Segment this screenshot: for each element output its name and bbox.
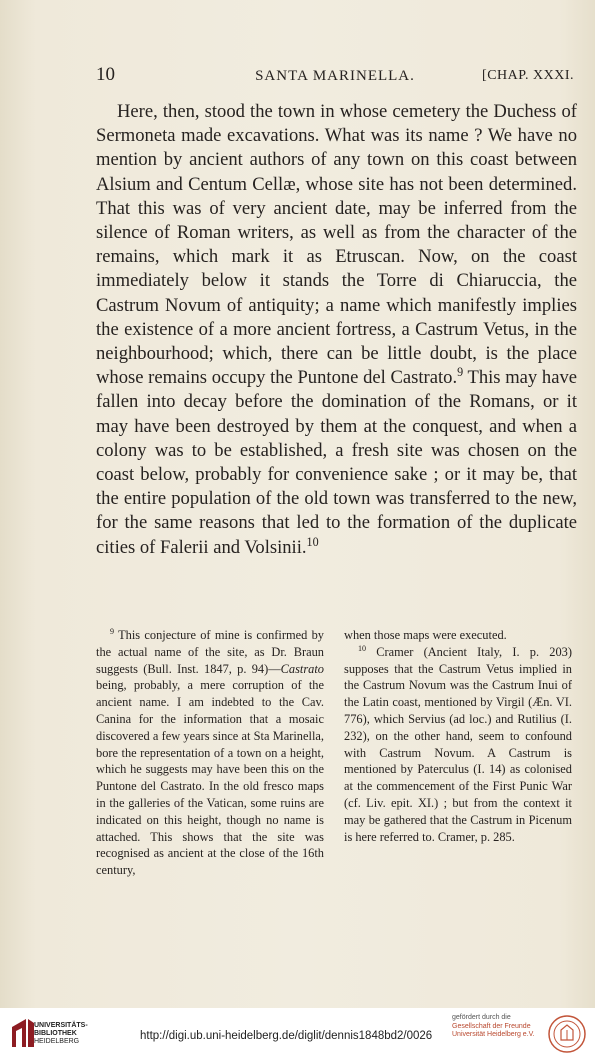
footnote-9-text-a: This conjecture of mine is confirmed by the actual name of the site, as Dr. Braun suggests (Bull. Inst. 1847, p. 94)— (96, 628, 324, 676)
footnote-9-italic: Castrato (280, 661, 324, 676)
main-text-part-2: This may have fallen into decay before the domination of the Romans, or it may have been destroyed by them at the conquest, and when a colony was to be established, a fresh site was chosen on the coast below, probably for convenience sake ; or it may be, that the entire population of the old town was transferred to the new, for the same reasons that led to the formation of the duplicate cities of Falerii and Volsinii. (96, 367, 577, 558)
footnote-10-mark: 10 (358, 643, 367, 653)
page-number: 10 (96, 64, 115, 85)
footnotes-left-column (96, 627, 324, 879)
main-text-block (96, 100, 577, 560)
sponsor-line-1: gefördert durch die (452, 1014, 511, 1021)
footnote-9-text-b: being, probably, a mere corruption of the ancient name. I am indebted to the Cav. Canina for the information that a mosaic discovered a few years since at Sta Marinella, bore the representation of a town on a height, which he suggests may have been this on the Puntone del Castrato. In the old fresco maps in the galleries of the Vatican, some ruins are indicated on this height, though no name is attached. This shows that the site was recognised as ancient at the close of the 16th century, (96, 678, 324, 878)
footnote-9 (96, 627, 324, 879)
library-line-3: HEIDELBERG (34, 1038, 80, 1045)
library-name (34, 1022, 88, 1046)
chapter-label: [CHAP. XXXI. (482, 68, 574, 83)
sponsor-seal-icon (547, 1014, 587, 1054)
footnote-10 (344, 644, 572, 846)
library-line-1: UNIVERSITÄTS- (34, 1022, 88, 1029)
footnotes-right-column (344, 627, 572, 845)
footnote-9-continued: when those maps were executed. (344, 628, 507, 642)
running-title: SANTA MARINELLA. (255, 68, 415, 84)
footnote-10-text: Cramer (Ancient Italy, I. p. 203) supposes that the Castrum Vetus implied in the Castrum Novum was the Castrum Inui of the Latin coast, mentioned by Virgil (Æn. VI. 776), which Servius (ad loc.) and Rutilius (I. 232), on the other hand, seem to confound with Castrum Novum. A Castrum is mentioned by Paterculus (I. 14) as colonised at the commencement of the First Punic War (cf. Liv. epit. XI.) ; but from the context it may be gathered that the Castrum in Picenum is here referred to. Cramer, p. 285. (344, 644, 572, 844)
library-line-2: BIBLIOTHEK (34, 1030, 77, 1037)
main-paragraph (96, 100, 577, 560)
main-text-part-1: Here, then, stood the town in whose cemetery the Duchess of Sermoneta made excavations. What was its name ? We have no mention by ancient authors of any town on this coast between Alsium and Centum Cellæ, whose site has not been determined. That this was of very ancient date, may be inferred from the silence of Roman writers, as well as from the character of the remains, which mark it as Etruscan. Now, on the coast immediately below it stands the Torre di Chiaruccia, the Castrum Novum of antiquity; a name which manifestly implies the existence of a more ancient fortress, a Castrum Vetus, in the neighbourhood; which, there can be little doubt, is the place whose remains occupy the Puntone del Castrato. (96, 101, 577, 389)
permalink-url[interactable]: http://digi.ub.uni-heidelberg.de/diglit/dennis1848bd2/0026 (140, 1030, 433, 1042)
note-ref-10: 10 (306, 534, 319, 549)
sponsor-line-2: Gesellschaft der Freunde (452, 1022, 531, 1030)
note-ref-9: 9 (457, 365, 464, 380)
footnote-9-mark: 9 (110, 626, 115, 636)
digitization-footer (0, 1008, 595, 1059)
sponsor-credit (452, 1014, 535, 1040)
sponsor-line-3: Universität Heidelberg e.V. (452, 1031, 535, 1038)
running-header (96, 64, 574, 88)
